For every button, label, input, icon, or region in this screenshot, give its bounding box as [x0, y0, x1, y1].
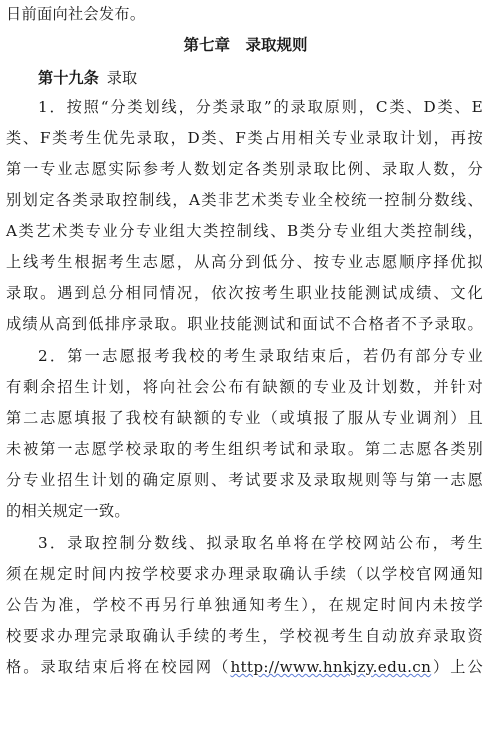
- paragraph-1-line-7: 录取。遇到总分相同情况，依次按考生职业技能测试成绩、文化: [6, 284, 483, 302]
- paragraph-2-line-5: 分专业招生计划的确定原则、考试要求及录取规则等与第一志愿: [6, 471, 483, 489]
- paragraph-3-line-4: 校要求办理完录取确认手续的考生，学校视考生自动放弃录取资: [6, 627, 483, 645]
- article-heading: [38, 68, 137, 88]
- paragraph-1-line-2: 类、F类考生优先录取，D类、F类占用相关专业录取计划，再按: [6, 129, 483, 147]
- leading-text-line: 日前面向社会发布。: [6, 5, 146, 23]
- paragraph-1-line-6: 上线考生根据考生志愿，从高分到低分、按专业志愿顺序择优拟: [6, 253, 483, 271]
- paragraph-1-line-3: 第一专业志愿实际参考人数划定各类别录取比例、录取人数，分: [6, 160, 483, 178]
- paragraph-2-line-3: 第二志愿填报了我校有缺额的专业（或填报了服从专业调剂）且: [6, 409, 483, 427]
- last-line-text-before: 格。录取结束后将在校园网（: [6, 658, 231, 676]
- paragraph-1-line-4: 别划定各类录取控制线，A类非艺术类专业全校统一控制分数线、: [6, 191, 483, 209]
- last-line-text-after: ）上公: [431, 658, 483, 676]
- paragraph-3-line-2: 须在规定时间内按学校要求办理录取确认手续（以学校官网通知: [6, 565, 483, 583]
- article-number: 第十九条: [38, 69, 99, 87]
- paragraph-1-line-1: 1．按照“分类划线，分类录取”的录取原则，C类、D类、E: [38, 98, 483, 116]
- paragraph-2-line-4: 未被第一志愿学校录取的考生组织考试和录取。第二志愿各类别: [6, 440, 483, 458]
- paragraph-3-line-3: 公告为准，学校不再另行单独通知考生），在规定时间内未按学: [6, 596, 483, 614]
- paragraph-2-line-2: 有剩余招生计划，将向社会公布有缺额的专业及计划数，并针对: [6, 378, 483, 396]
- paragraph-1-line-5: A类艺术类专业分专业组大类控制线、B类分专业组大类控制线，: [6, 222, 483, 240]
- paragraph-3-line-5: [6, 657, 483, 677]
- paragraph-1-line-8: 成绩从高到低排序录取。职业技能测试和面试不合格者不予录取。: [6, 315, 483, 333]
- chapter-title: 第七章 录取规则: [183, 36, 308, 54]
- paragraph-2-line-1: 2．第一志愿报考我校的考生录取结束后，若仍有部分专业: [38, 347, 483, 365]
- paragraph-2-line-6: 的相关规定一致。: [6, 502, 130, 520]
- paragraph-3-line-1: 3．录取控制分数线、拟录取名单将在学校网站公布，考生: [38, 534, 483, 552]
- article-title: 录取: [106, 69, 138, 87]
- website-link[interactable]: http://www.hnkjzy.edu.cn: [230, 658, 432, 676]
